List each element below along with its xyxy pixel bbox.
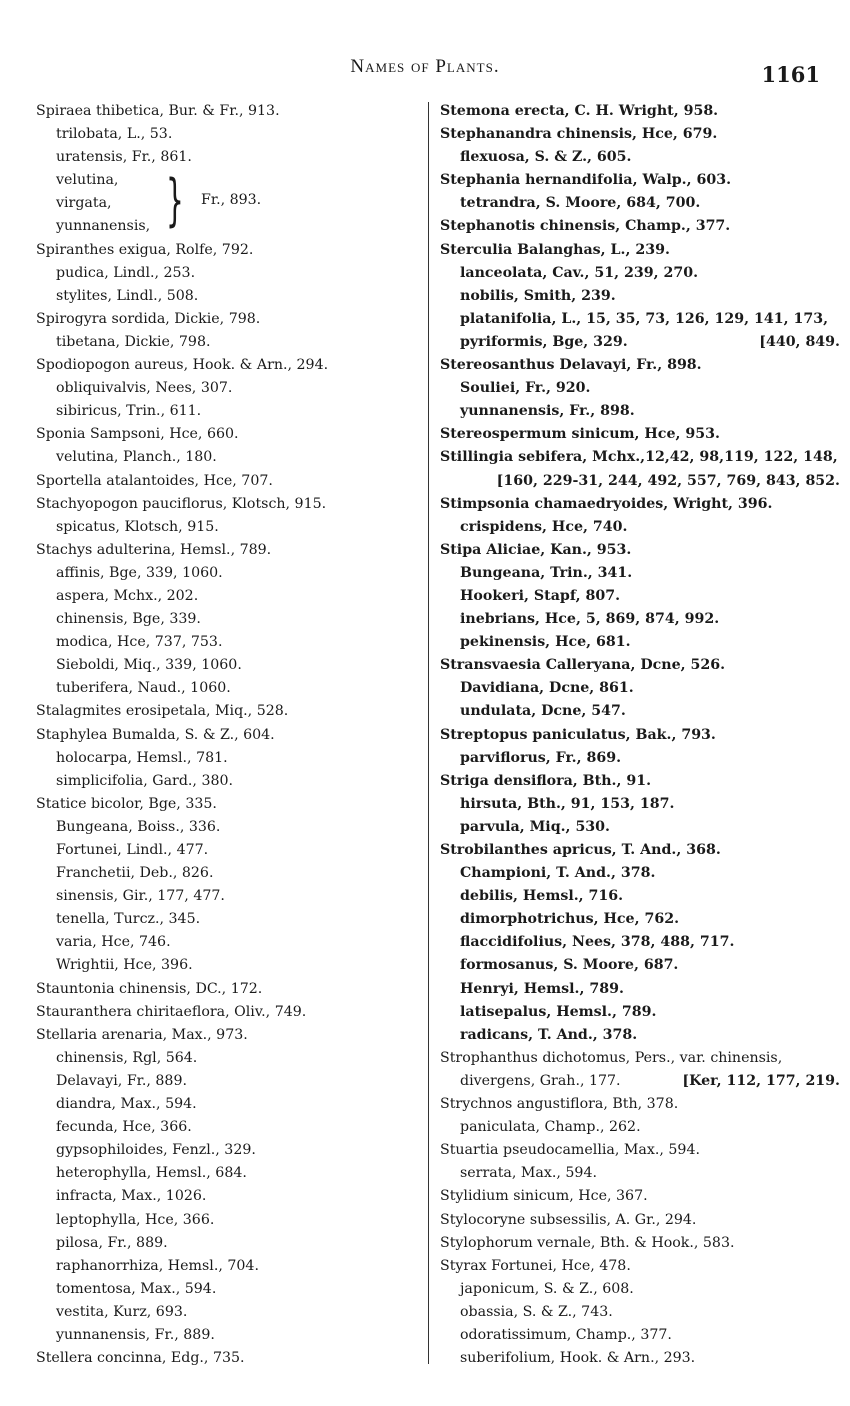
genus-entry — [36, 1001, 421, 1024]
species-entry — [36, 285, 421, 308]
species-entry — [36, 1255, 421, 1278]
species-entry — [440, 793, 840, 816]
species-entry — [36, 816, 421, 839]
species-entry — [36, 1047, 421, 1070]
entry-text: Strophanthus dichotomus, Pers., var. chinensis, — [440, 1049, 783, 1066]
genus-entry — [36, 1024, 421, 1047]
genus-entry — [36, 308, 421, 331]
entry-text: Stalagmites erosipetala, Miq., 528. — [36, 703, 289, 720]
species-entry — [440, 954, 840, 977]
entry-text: Stellaria arenaria, Max., 973. — [36, 1026, 248, 1043]
entry-text: Stillingia sebifera, Mchx.,12,42, 98,119, 122, 148, — [440, 449, 838, 466]
entry-text: Sponia Sampsoni, Hce, 660. — [36, 426, 239, 443]
continuation-text: [440, 849. — [759, 333, 840, 350]
entry-text: Bungeana, Trin., 341. — [460, 564, 633, 581]
bracket-reference: Fr., 893. — [201, 192, 262, 209]
species-entry — [440, 978, 840, 1001]
entry-text: suberifolium, Hook. & Arn., 293. — [460, 1350, 696, 1367]
genus-entry — [36, 423, 421, 446]
species-entry — [440, 285, 840, 308]
entry-text: serrata, Max., 594. — [460, 1165, 597, 1182]
entry-text: heterophylla, Hemsl., 684. — [56, 1165, 247, 1182]
species-entry — [36, 377, 421, 400]
entry-text: lanceolata, Cav., 51, 239, 270. — [460, 264, 699, 281]
page-header-title: Names of Plants. — [350, 56, 500, 77]
entry-text: parviflorus, Fr., 869. — [460, 749, 622, 766]
entry-text: Spiranthes exigua, Rolfe, 792. — [36, 241, 254, 258]
species-entry — [36, 747, 421, 770]
entry-text: Stauntonia chinensis, DC., 172. — [36, 980, 263, 997]
species-entry — [440, 631, 840, 654]
entry-text: inebrians, Hce, 5, 869, 874, 992. — [460, 611, 720, 628]
entry-text: Spirogyra sordida, Dickie, 798. — [36, 310, 261, 327]
entry-text: Stipa Aliciae, Kan., 953. — [440, 541, 632, 558]
species-entry — [36, 1162, 421, 1185]
entry-text: vestita, Kurz, 693. — [56, 1303, 188, 1320]
genus-entry — [440, 493, 840, 516]
entry-text: aspera, Mchx., 202. — [56, 587, 199, 604]
entry-text: formosanus, S. Moore, 687. — [460, 957, 679, 974]
entry-text: sibiricus, Trin., 611. — [56, 403, 202, 420]
entry-text: tetrandra, S. Moore, 684, 700. — [460, 195, 701, 212]
genus-entry — [36, 493, 421, 516]
entry-text: flaccidifolius, Nees, 378, 488, 717. — [460, 934, 735, 951]
entry-text: Fortunei, Lindl., 477. — [56, 842, 209, 859]
entry-text: spicatus, Klotsch, 915. — [56, 518, 219, 535]
entry-text: leptophylla, Hce, 366. — [56, 1211, 215, 1228]
entry-text: Wrightii, Hce, 396. — [56, 957, 193, 974]
continuation-text: [160, 229-31, 244, 492, 557, 769, 843, 852. — [496, 472, 840, 489]
species-entry — [36, 400, 421, 423]
species-entry — [36, 770, 421, 793]
genus-entry — [36, 100, 421, 123]
genus-entry — [440, 354, 840, 377]
entry-text: Streptopus paniculatus, Bak., 793. — [440, 726, 716, 743]
species-entry — [440, 516, 840, 539]
entry-text: tenella, Turcz., 345. — [56, 911, 201, 928]
species-entry — [36, 585, 421, 608]
species-entry — [440, 816, 840, 839]
entry-text: Stransvaesia Calleryana, Dcne, 526. — [440, 657, 726, 674]
entry-text: Henryi, Hemsl., 789. — [460, 980, 624, 997]
species-entry — [440, 1324, 840, 1347]
entry-text: obassia, S. & Z., 743. — [460, 1303, 613, 1320]
entry-text: gypsophiloides, Fenzl., 329. — [56, 1142, 256, 1159]
entry-text: stylites, Lindl., 508. — [56, 287, 199, 304]
genus-entry — [440, 724, 840, 747]
entry-text: Striga densiflora, Bth., 91. — [440, 772, 652, 789]
species-entry — [440, 862, 840, 885]
species-entry — [36, 1232, 421, 1255]
entry-text: debilis, Hemsl., 716. — [460, 888, 624, 905]
genus-entry — [36, 978, 421, 1001]
entry-text: Stylophorum vernale, Bth. & Hook., 583. — [440, 1234, 735, 1251]
entry-text: affinis, Bge, 339, 1060. — [56, 564, 223, 581]
species-entry — [440, 262, 840, 285]
species-entry — [36, 931, 421, 954]
entry-text: japonicum, S. & Z., 608. — [460, 1280, 634, 1297]
entry-text: Strobilanthes apricus, T. And., 368. — [440, 842, 721, 858]
entry-text: radicans, T. And., 378. — [460, 1026, 638, 1043]
entry-text: Stereosanthus Delavayi, Fr., 898. — [440, 357, 702, 374]
species-entry — [440, 331, 840, 354]
genus-entry — [440, 839, 840, 862]
species-entry — [440, 192, 840, 215]
entry-text: holocarpa, Hemsl., 781. — [56, 749, 228, 766]
entry-text: Hookeri, Stapf, 807. — [460, 587, 621, 604]
species-entry — [440, 1301, 840, 1324]
species-entry — [440, 400, 840, 423]
entry-text: platanifolia, L., 15, 35, 73, 126, 129, 141, 173, — [460, 310, 829, 327]
entry-text: pyriformis, Bge, 329. — [460, 333, 628, 350]
entry-text: diandra, Max., 594. — [56, 1096, 197, 1113]
species-entry — [440, 377, 840, 400]
species-entry — [440, 562, 840, 585]
entry-text: crispidens, Hce, 740. — [460, 518, 628, 535]
column-divider — [428, 102, 429, 1364]
species-entry — [36, 839, 421, 862]
genus-entry — [440, 446, 840, 469]
species-entry — [36, 862, 421, 885]
entry-text: latisepalus, Hemsl., 789. — [460, 1003, 657, 1020]
species-entry — [440, 1162, 840, 1185]
genus-entry — [440, 423, 840, 446]
entry-text: Spiraea thibetica, Bur. & Fr., 913. — [36, 103, 280, 119]
entry-text: Spodiopogon aureus, Hook. & Arn., 294. — [36, 357, 329, 374]
genus-entry — [440, 1139, 840, 1162]
entry-text: sinensis, Gir., 177, 477. — [56, 888, 225, 905]
entry-text: dimorphotrichus, Hce, 762. — [460, 911, 680, 928]
entry-text: flexuosa, S. & Z., 605. — [460, 149, 632, 166]
species-entry — [36, 331, 421, 354]
entry-text: Stemona erecta, C. H. Wright, 958. — [440, 103, 719, 119]
entry-text: yunnanensis, Fr., 898. — [460, 403, 635, 420]
entry-text: tibetana, Dickie, 798. — [56, 333, 211, 350]
genus-entry — [440, 239, 840, 262]
genus-entry — [36, 539, 421, 562]
entry-text: velutina, Planch., 180. — [56, 449, 217, 466]
entry-text: Delavayi, Fr., 889. — [56, 1072, 187, 1089]
entry-text: Stachyopogon pauciflorus, Klotsch, 915. — [36, 495, 327, 512]
entry-text: Sterculia Balanghas, L., 239. — [440, 241, 670, 258]
entry-text: trilobata, L., 53. — [56, 126, 173, 143]
entry-text: Stimpsonia chamaedryoides, Wright, 396. — [440, 495, 773, 512]
genus-entry — [440, 215, 840, 238]
species-entry — [440, 146, 840, 169]
species-entry — [36, 1209, 421, 1232]
genus-entry — [440, 770, 840, 793]
species-entry — [440, 1070, 840, 1093]
species-entry: virgata, — [56, 195, 112, 212]
entry-text: parvula, Miq., 530. — [460, 818, 610, 835]
species-entry — [36, 262, 421, 285]
species-entry — [36, 654, 421, 677]
entry-text: Sportella atalantoides, Hce, 707. — [36, 472, 273, 489]
species-entry — [440, 308, 840, 331]
entry-text: Franchetii, Deb., 826. — [56, 865, 214, 882]
species-entry — [440, 585, 840, 608]
species-entry — [440, 908, 840, 931]
genus-entry — [440, 100, 840, 123]
right-column — [440, 100, 840, 1370]
entry-text: Stephanotis chinensis, Champ., 377. — [440, 218, 731, 235]
species-entry — [36, 516, 421, 539]
species-entry — [440, 1278, 840, 1301]
entry-text: Bungeana, Boiss., 336. — [56, 818, 221, 835]
continuation-text: [Ker, 112, 177, 219. — [682, 1072, 840, 1089]
species-entry — [36, 677, 421, 700]
entry-text: uratensis, Fr., 861. — [56, 149, 192, 166]
entry-text: pekinensis, Hce, 681. — [460, 634, 631, 651]
entry-text: Stellera concinna, Edg., 735. — [36, 1350, 245, 1367]
entry-text: raphanorrhiza, Hemsl., 704. — [56, 1257, 259, 1274]
entry-text: Championi, T. And., 378. — [460, 865, 656, 882]
entry-text: chinensis, Bge, 339. — [56, 611, 201, 628]
species-entry — [440, 747, 840, 770]
genus-entry — [36, 239, 421, 262]
entry-text: Stephania hernandifolia, Walp., 603. — [440, 172, 732, 189]
page-number: 1161 — [761, 62, 820, 87]
species-entry — [440, 608, 840, 631]
entry-text: Stephanandra chinensis, Hce, 679. — [440, 126, 718, 143]
species-entry: velutina, — [56, 172, 119, 189]
entry-text: divergens, Grah., 177. — [460, 1072, 621, 1089]
species-entry — [36, 954, 421, 977]
entry-text: tomentosa, Max., 594. — [56, 1280, 217, 1297]
species-entry — [36, 562, 421, 585]
entry-text: Statice bicolor, Bge, 335. — [36, 795, 217, 812]
entry-text: pilosa, Fr., 889. — [56, 1234, 168, 1251]
entry-text: Sieboldi, Miq., 339, 1060. — [56, 657, 242, 674]
genus-entry — [440, 539, 840, 562]
genus-entry — [440, 1255, 840, 1278]
entry-text: Styrax Fortunei, Hce, 478. — [440, 1257, 631, 1274]
entry-text: Davidiana, Dcne, 861. — [460, 680, 634, 697]
entry-text: Staphylea Bumalda, S. & Z., 604. — [36, 726, 275, 743]
species-entry — [440, 470, 840, 493]
entry-text: simplicifolia, Gard., 380. — [56, 772, 234, 789]
species-entry — [36, 908, 421, 931]
bracketed-species-group — [36, 169, 421, 238]
entry-text: infracta, Max., 1026. — [56, 1188, 207, 1205]
entry-text: Stylocoryne subsessilis, A. Gr., 294. — [440, 1211, 697, 1228]
species-entry — [440, 1116, 840, 1139]
species-entry: yunnanensis, — [56, 218, 151, 235]
entry-text: odoratissimum, Champ., 377. — [460, 1326, 672, 1343]
species-entry — [36, 1139, 421, 1162]
entry-text: Stereospermum sinicum, Hce, 953. — [440, 426, 720, 443]
genus-entry — [440, 123, 840, 146]
species-entry — [36, 885, 421, 908]
species-entry — [440, 1001, 840, 1024]
species-entry — [36, 631, 421, 654]
entry-text: varia, Hce, 746. — [56, 934, 171, 951]
entry-text: obliquivalvis, Nees, 307. — [56, 380, 233, 397]
species-entry — [36, 446, 421, 469]
entry-text: chinensis, Rgl, 564. — [56, 1049, 198, 1066]
species-entry — [36, 1324, 421, 1347]
genus-entry — [36, 1347, 421, 1370]
entry-text: hirsuta, Bth., 91, 153, 187. — [460, 795, 675, 812]
genus-entry — [36, 354, 421, 377]
entry-text: yunnanensis, Fr., 889. — [56, 1326, 215, 1343]
entry-text: fecunda, Hce, 366. — [56, 1119, 192, 1136]
species-entry — [36, 1278, 421, 1301]
species-entry — [440, 677, 840, 700]
entry-text: tuberifera, Naud., 1060. — [56, 680, 231, 697]
entry-text: Stylidium sinicum, Hce, 367. — [440, 1188, 648, 1205]
species-entry — [36, 146, 421, 169]
entry-text: Stauranthera chiritaeflora, Oliv., 749. — [36, 1003, 307, 1020]
entry-text: Stuartia pseudocamellia, Max., 594. — [440, 1142, 700, 1159]
genus-entry — [440, 1209, 840, 1232]
entry-text: undulata, Dcne, 547. — [460, 703, 626, 720]
entry-text: nobilis, Smith, 239. — [460, 287, 616, 304]
entry-text: pudica, Lindl., 253. — [56, 264, 196, 281]
species-entry — [440, 1347, 840, 1370]
left-column — [36, 100, 421, 1370]
genus-entry — [440, 1185, 840, 1208]
entry-text: Souliei, Fr., 920. — [460, 380, 591, 397]
entry-text: paniculata, Champ., 262. — [460, 1119, 641, 1136]
genus-entry — [36, 470, 421, 493]
genus-entry — [440, 1232, 840, 1255]
entry-text: modica, Hce, 737, 753. — [56, 634, 223, 651]
genus-entry — [440, 654, 840, 677]
species-entry — [440, 700, 840, 723]
species-entry — [36, 608, 421, 631]
curly-brace-icon: } — [166, 168, 184, 234]
species-entry — [36, 123, 421, 146]
species-entry — [440, 931, 840, 954]
genus-entry — [36, 793, 421, 816]
entry-text: Strychnos angustiflora, Bth, 378. — [440, 1096, 679, 1113]
species-entry — [36, 1070, 421, 1093]
genus-entry — [440, 1093, 840, 1116]
species-entry — [36, 1093, 421, 1116]
entry-text: Stachys adulterina, Hemsl., 789. — [36, 541, 272, 558]
genus-entry — [440, 1047, 840, 1070]
genus-entry — [36, 724, 421, 747]
species-entry — [440, 885, 840, 908]
genus-entry — [36, 700, 421, 723]
species-entry — [36, 1116, 421, 1139]
species-entry — [440, 1024, 840, 1047]
species-entry — [36, 1301, 421, 1324]
genus-entry — [440, 169, 840, 192]
species-entry — [36, 1185, 421, 1208]
